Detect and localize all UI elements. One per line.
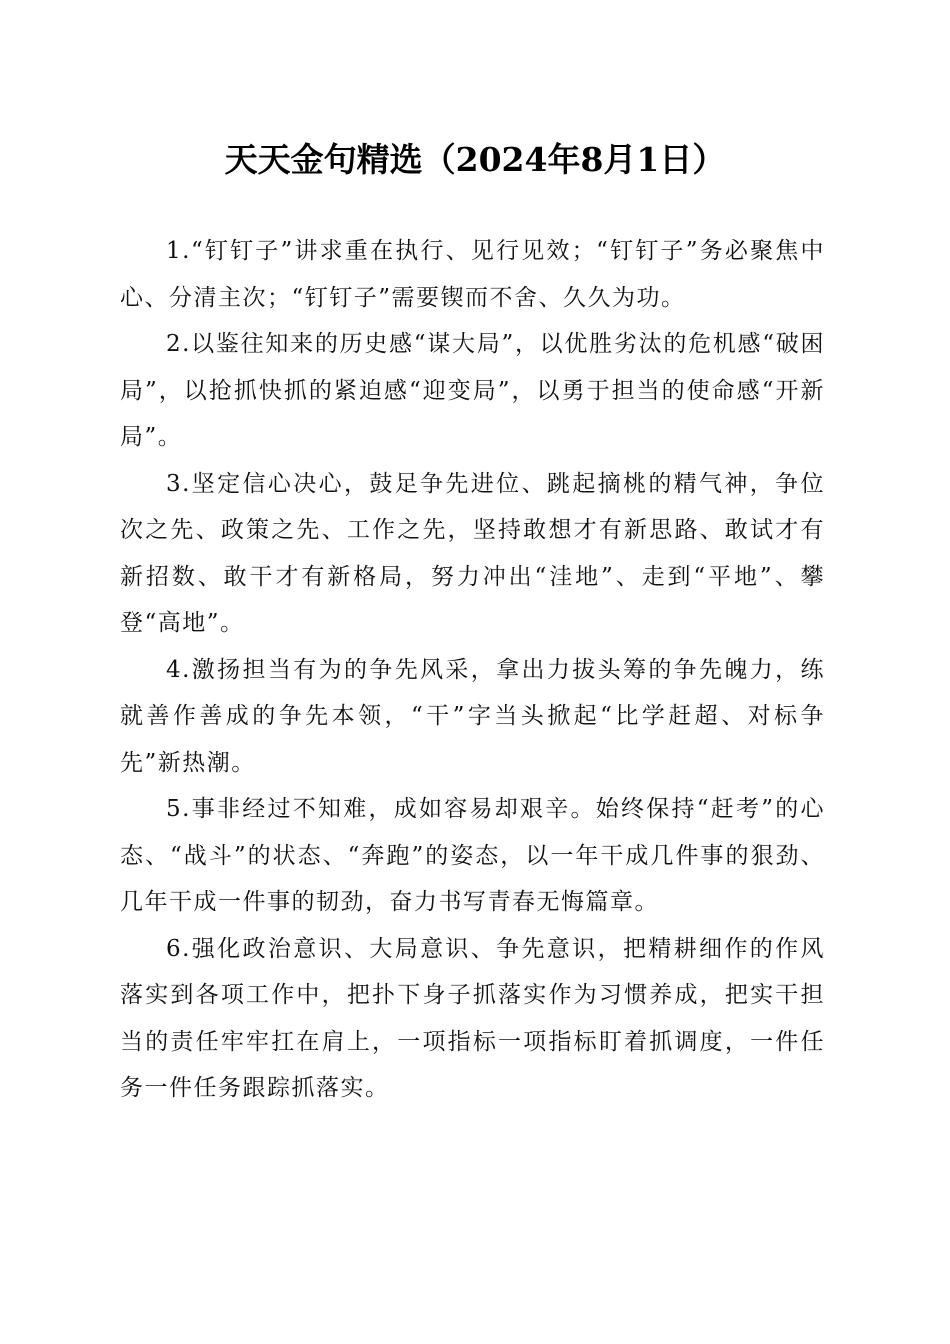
quote-paragraph-1: 1.“钉钉子”讲求重在执行、见行见效；“钉钉子”务必聚焦中心、分清主次；“钉钉子”需要锲而不舍、久久为功。	[120, 238, 825, 311]
quote-paragraph-3: 3.坚定信心决心，鼓足争先进位、跳起摘桃的精气神，争位次之先、政策之先、工作之先，坚持敢想才有新思路、敢试才有新招数、敢干才有新格局，努力冲出“洼地”、走到“平地”、攀登“高地”。	[120, 470, 825, 636]
page-title: 天天金句精选（2024年8月1日）	[224, 140, 726, 179]
quote-paragraph-6: 6.强化政治意识、大局意识、争先意识，把精耕细作的作风落实到各项工作中，把扑下身子抓落实作为习惯养成，把实干担当的责任牢牢扛在肩上，一项指标一项指标盯着抓调度，一件任务一件任务跟踪抓落实。	[120, 935, 825, 1101]
quote-paragraph-4: 4.激扬担当有为的争先风采，拿出力拔头筹的争先魄力，练就善作善成的争先本领，“干”字当头掀起“比学赶超、对标争先”新热潮。	[120, 656, 825, 776]
quote-paragraph-5: 5.事非经过不知难，成如容易却艰辛。始终保持“赶考”的心态、“战斗”的状态、“奔跑”的姿态，以一年干成几件事的狠劲、几年干成一件事的韧劲，奋力书写青春无悔篇章。	[120, 796, 825, 915]
quote-paragraph-2: 2.以鉴往知来的历史感“谋大局”，以优胜劣汰的危机感“破困局”，以抢抓快抓的紧迫感“迎变局”，以勇于担当的使命感“开新局”。	[120, 331, 825, 450]
document-body	[120, 228, 825, 1112]
